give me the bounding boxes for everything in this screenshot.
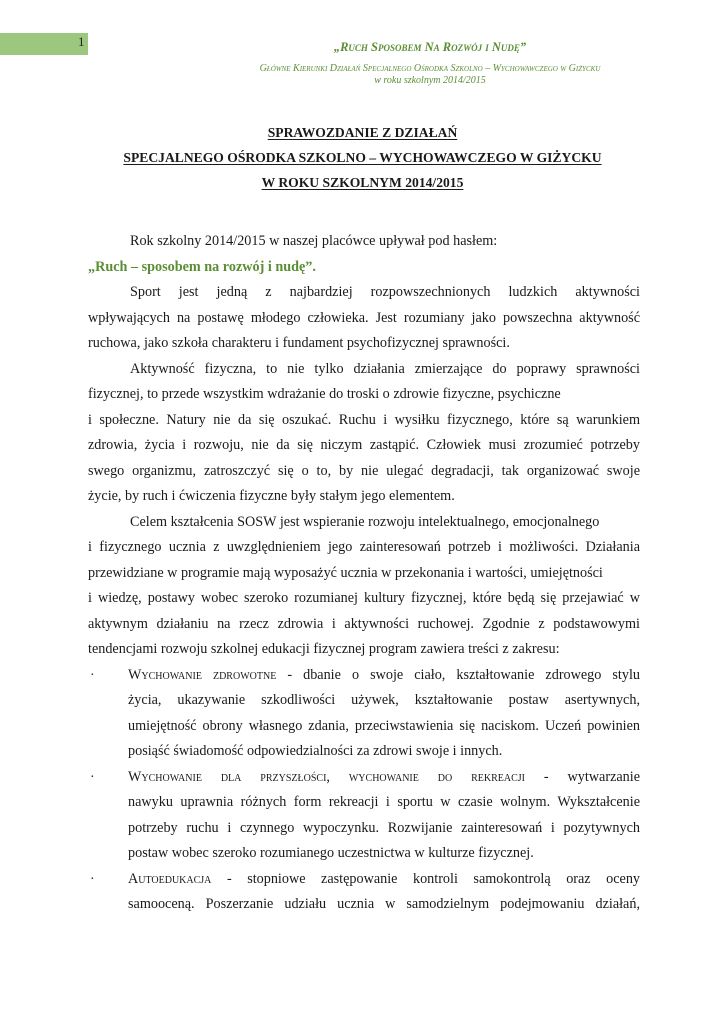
- bullet-health-line-4: posiąść świadomość odpowiedzialności za zdrowi swoje i innych.: [128, 743, 503, 759]
- page-number-tab: [0, 33, 88, 55]
- bullet-future-term: Wychowanie dla przyszłości, wychowanie do rekreacji: [128, 768, 525, 785]
- bullet-marker-icon: ·: [90, 769, 95, 785]
- header-subtitle: [150, 63, 710, 87]
- header-subtitle-line2: w roku szkolnym 2014/2015: [374, 75, 486, 86]
- bullet-future-text-1: - wytwarzanie: [543, 768, 641, 785]
- bullet-selfeducation-text-1: - stopniowe zastępowanie kontroli samokontrolą oraz oceny: [226, 870, 641, 887]
- goal-line-5: aktywnym działaniu na rzecz zdrowia i aktywności ruchowej. Zgodnie z podstawowymi: [88, 615, 640, 632]
- bullet-selfeducation-line-2: samooceną. Poszerzanie udziału ucznia w samodzielnym podejmowaniu działań,: [128, 896, 640, 912]
- activity-line-3: i społeczne. Natury nie da się oszukać. Ruchu i wysiłku fizycznego, które są warunkiem: [88, 411, 640, 428]
- bullet-future-line-3: potrzeby ruchu i czynnego wypoczynku. Rozwijanie zainteresowań i pozytywnych: [128, 819, 640, 836]
- goal-paragraph: [88, 510, 640, 663]
- activity-line-4: zdrowia, życia i rozwoju, nie da się niczym zastąpić. Człowiek musi zrozumieć potrzeby: [88, 437, 640, 453]
- activity-line-1: Aktywność fizyczna, to nie tylko działania zmierzające do poprawy sprawności: [130, 360, 640, 377]
- bullet-health-line-2: życia, ukazywanie szkodliwości używek, kształtowanie postaw asertywnych,: [128, 692, 640, 708]
- bullet-selfeducation-term: Autoedukacja: [128, 870, 212, 887]
- activity-line-2: fizycznej, to przede wszystkim wdrażanie do troski o zdrowie fizyczne, psychiczne: [88, 386, 561, 402]
- activity-paragraph: [88, 357, 640, 510]
- goal-line-4: i wiedzę, postawy wobec szeroko rozumianej kultury fizycznej, które będą się przejawiać w: [88, 590, 640, 606]
- bullet-health-text-1: - dbanie o swoje ciało, kształtowanie zdrowego stylu: [287, 666, 640, 683]
- goal-line-2: i fizycznego ucznia z uwzględnieniem jego zainteresowań potrzeb i możliwości. Działania: [88, 539, 640, 555]
- report-title: [60, 120, 665, 195]
- activity-line-6: życie, by ruch i ćwiczenia fizyczne były stałym jego elementem.: [88, 488, 455, 504]
- sport-line-2: wpływających na postawę młodego człowieka. Jest rozumiany jako powszechna aktywność: [88, 309, 640, 326]
- goal-line-1: Celem kształcenia SOSW jest wspieranie rozwoju intelektualnego, emocjonalnego: [130, 513, 600, 530]
- bullet-health-line-3: umiejętność obrony własnego zdania, przeciwstawienia się naciskom. Uczeń powinien: [128, 717, 640, 734]
- bullet-future-line-1: [128, 765, 640, 791]
- bullet-marker-icon: ·: [90, 667, 95, 683]
- document-body: [88, 229, 640, 918]
- bullet-health-term: Wychowanie zdrowotne: [128, 666, 277, 683]
- bullet-item-health: [88, 663, 640, 765]
- motto-line: „Ruch – sposobem na rozwój i nudę”.: [88, 258, 316, 275]
- header-subtitle-line1: Główne Kierunki Działań Specjalnego Ośrodka Szkolno – Wychowawczego w Giżycku: [259, 63, 601, 74]
- sport-line-3: ruchowa, jako szkoła charakteru i fundament psychofizycznej sprawności.: [88, 335, 510, 351]
- goal-line-3: przewidziane w programie mają wyposażyć ucznia w przekonania i wartości, umiejętności: [88, 564, 603, 581]
- sport-line-1: Sport jest jedną z najbardziej rozpowszechnionych ludzkich aktywności: [130, 284, 640, 300]
- report-title-line2: SPECJALNEGO OŚRODKA SZKOLNO – WYCHOWAWCZEGO W GIŻYCKU: [123, 150, 602, 165]
- bullet-future-line-4: postaw wobec szeroko rozumianego uczestnictwa w kulturze fizycznej.: [128, 845, 534, 861]
- bullet-marker-icon: ·: [90, 871, 95, 887]
- bullet-selfeducation-line-1: [128, 867, 640, 893]
- activity-line-5: swego organizmu, zatroszczyć się o to, by nie ulegać degradacji, tak organizować swoje: [88, 462, 640, 479]
- bullet-item-selfeducation: [88, 867, 640, 918]
- intro-paragraph: Rok szkolny 2014/2015 w naszej placówce upływał pod hasłem:: [130, 233, 498, 249]
- bullet-future-line-2: nawyku uprawnia różnych form rekreacji i sportu w czasie wolnym. Wykształcenie: [128, 794, 640, 810]
- report-title-line3: W ROKU SZKOLNYM 2014/2015: [261, 175, 464, 190]
- goal-line-6: tendencjami rozwoju szkolnej edukacji fizycznej program zawiera treści z zakresu:: [88, 641, 560, 657]
- header-motto: „Ruch Sposobem Na Rozwój i Nudę”: [333, 40, 527, 54]
- sport-paragraph: [88, 280, 640, 357]
- bullet-health-line-1: [128, 663, 640, 689]
- report-title-line1: SPRAWOZDANIE Z DZIAŁAŃ: [267, 125, 458, 140]
- page-number: 1: [78, 34, 85, 49]
- bullet-item-future: [88, 765, 640, 867]
